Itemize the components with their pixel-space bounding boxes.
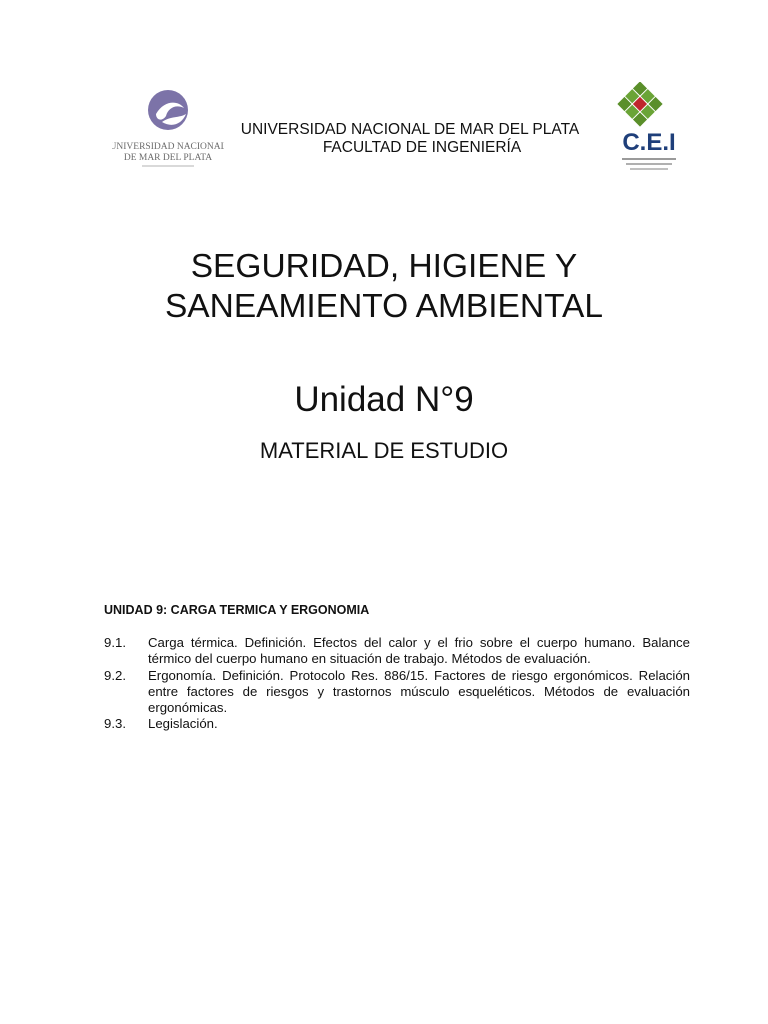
- topic-list: [104, 635, 690, 733]
- svg-text:UNIVERSIDAD NACIONAL: UNIVERSIDAD NACIONAL: [112, 142, 224, 152]
- institution-header: [200, 121, 620, 157]
- topic-text: Legislación.: [148, 716, 218, 732]
- topic-text: Ergonomía. Definición. Protocolo Res. 886/15. Factores de riesgo ergonómicos. Relación entre factores de riesgos y trastornos músculo esqueléticos. Métodos de evaluación ergonómicas.: [148, 667, 690, 716]
- list-item: [104, 716, 690, 732]
- document-subtitle: MATERIAL DE ESTUDIO: [259, 438, 509, 463]
- list-item: [104, 668, 690, 717]
- topic-number: 9.2.: [104, 667, 126, 683]
- topic-text: Carga térmica. Definición. Efectos del calor y el frio sobre el cuerpo humano. Balance térmico del cuerpo humano en situación de trabajo. Métodos de evaluación.: [148, 635, 690, 667]
- cei-logo: [612, 82, 686, 172]
- list-item: [104, 635, 690, 668]
- course-title-line-1: SEGURIDAD, HIGIENE Y: [190, 248, 578, 285]
- course-title: [0, 247, 768, 327]
- faculty-name: FACULTAD DE INGENIERÍA: [322, 139, 522, 156]
- section-heading: UNIDAD 9: CARGA TERMICA Y ERGONOMIA: [104, 603, 370, 617]
- svg-text:DE MAR DEL PLATA: DE MAR DEL PLATA: [123, 153, 213, 163]
- topic-number: 9.3.: [104, 716, 126, 732]
- topic-number: 9.1.: [104, 635, 126, 650]
- university-name: UNIVERSIDAD NACIONAL DE MAR DEL PLATA: [240, 121, 580, 138]
- unit-title: Unidad N°9: [294, 380, 474, 419]
- svg-text:C.E.I: C.E.I: [622, 129, 676, 156]
- course-title-line-2: SANEAMIENTO AMBIENTAL: [164, 288, 604, 325]
